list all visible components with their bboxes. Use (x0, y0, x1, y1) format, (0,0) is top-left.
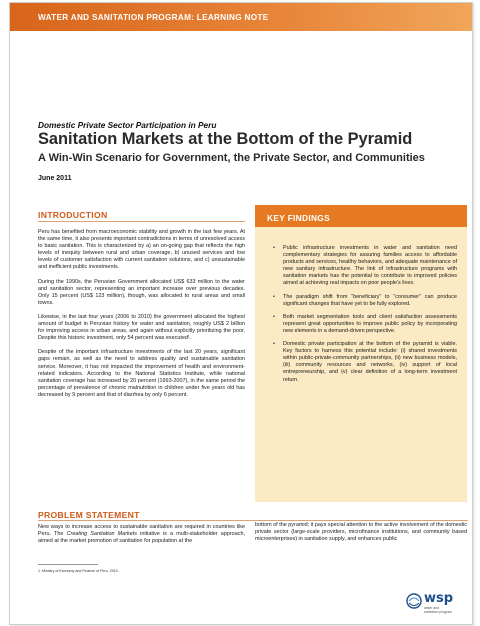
wsp-logo-tagline (424, 606, 452, 614)
wsp-tagline-line: water and (424, 606, 439, 610)
problem-statement-rule (38, 520, 468, 521)
footnote-divider (38, 564, 98, 565)
document-date: June 2011 (38, 175, 72, 182)
introduction-body (38, 229, 245, 406)
problem-statement-heading: PROBLEM STATEMENT (38, 510, 140, 520)
key-findings-list (255, 245, 467, 390)
problem-text: initiative is a multi-stakeholder approach, aimed at the market promotion of sanitation for population at the (38, 531, 245, 545)
intro-paragraph: Despite of the important infrastructure investments of the last 20 years, significant gaps remain, as well as the need to address quality and sustainable sanitation service. Moreover, it has not impacted the improvement of health and environment-related indicators. According to the National Statistics Institute, while national sanitation coverage has increased by 20 percent (1993-2007), in the same period the percentage of prevalence of chronic malnutrition in children under five years old has decreased by 9 percent and that of diarrhea by only 6 percent. (38, 349, 245, 398)
intro-paragraph: Likewise, in the last four years (2006 to 2010) the government allocated the highest amount of budget in Peruvian history for water and sanitation, roughly US$ 2 billion for improving access in urban areas, and again without explicitly prioritizing the poor. Despite this historic investment, only 54 percent was executed¹. (38, 313, 245, 342)
introduction-rule (38, 221, 245, 222)
document-page (9, 2, 473, 625)
key-finding-item: • Domestic private participation at the bottom of the pyramid is viable. Key factors to harness this potential include: (i) shared investments within public-private-community partnerships, (ii) new business models, (iii) community resources and networks, (iv) support of local entrepreneurship, and (v) clear definition of a long-term investment return. (273, 341, 457, 384)
document-title: Sanitation Markets at the Bottom of the Pyramid (38, 130, 413, 148)
wsp-logo (406, 590, 458, 618)
problem-text: New ways to increase access to sustainable sanitation are required in countries like Peru. The (38, 524, 245, 538)
wsp-tagline-line: sanitation program (424, 610, 453, 614)
document-subhead: Domestic Private Sector Participation in Peru (38, 120, 217, 130)
problem-statement-right: bottom of the pyramid; it pays special attention to the active involvement of the domestic private sector (large-scale providers, microfinance institutions, and community based microenterprises) in sanitation supply, and enhances public (255, 522, 467, 543)
key-finding-item: • Public infrastructure investments in water and sanitation need complementary strategies for assuring families access to affordable products and services, healthy behaviors, and adequate maintenance of new sanitary infrastructure. The link of infrastructure programs with sanitation markets has the potential to contribute to improved policies aimed at achieving real impacts on poor people's lives. (273, 245, 457, 288)
header-banner (10, 3, 472, 31)
wsp-logo-mark-icon (406, 592, 424, 612)
banner-title: WATER AND SANITATION PROGRAM: LEARNING NOTE (38, 13, 269, 22)
problem-statement-left (38, 524, 245, 545)
intro-paragraph: Peru has benefited from macroeconomic stability and growth in the last few years. At the same time, it also presents important contradictions in terms of unresolved access to basic sanitation. This is characterized by a) an on-going gap that reflects the high levels of inequity between rural and urban coverage, b) unused services and low levels of customer satisfaction with current sanitation solutions, and c) unsustainable and inefficient public investments. (38, 229, 245, 271)
key-finding-item: • Both market segmentation tools and client satisfaction assessments represent great opportunities to improve public policy by incorporating new elements in a demand-driven perspective. (273, 314, 457, 335)
key-findings-box (255, 205, 467, 502)
footnote: 1. Ministry of Economy and Finance of Peru, 2010. (38, 569, 119, 573)
key-findings-heading: KEY FINDINGS (267, 213, 331, 223)
intro-paragraph: During the 1990s, the Peruvian Government allocated US$ 633 million to the water and sanitation sector, representing an important increase over previous decades. Only 15 percent (US$ 123 million), though, was allocated to rural areas and small towns. (38, 278, 245, 306)
key-findings-header (255, 205, 467, 227)
key-finding-item: • The paradigm shift from “beneficiary” to “consumer” can produce significant changes that have yet to be fully explored. (273, 294, 457, 308)
initiative-name: Creating Sanitation Markets (66, 531, 137, 538)
wsp-logo-text: wsp (424, 591, 454, 606)
document-subtitle: A Win-Win Scenario for Government, the Private Sector, and Communities (38, 152, 425, 164)
introduction-heading: INTRODUCTION (38, 210, 108, 220)
